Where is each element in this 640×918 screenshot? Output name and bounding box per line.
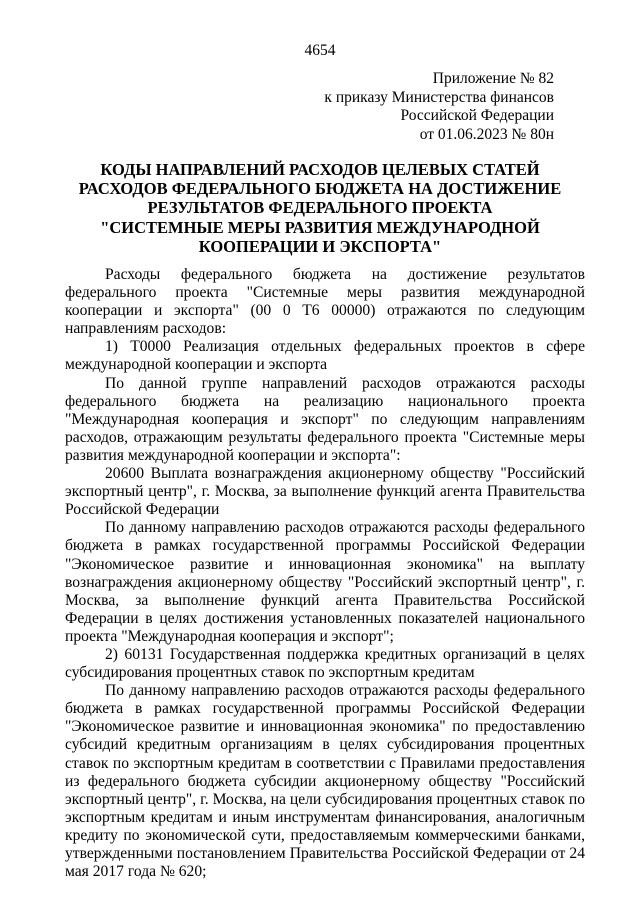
body-paragraph: По данному направлению расходов отражаются расходы федерального бюджета в рамках государственной программы Российской Федерации "Экономическое развитие и инновационная экономика" по предоставлению субсидий кредитным организациям в целях субсидирования процентных ставок по экспортным кредитам в соответствии с Правилами предоставления из федерального бюджета субсидии акционерному обществу "Российский экспортный центр", г. Москва, на цели субсидирования процентных ставок по экспортным кредитам и иным инструментам финансирования, аналогичным кредиту по экономической сути, предоставляемым коммерческими банками, утвержденными постановлением Правительства Российской Федерации от 24 мая 2017 года № 620; — [65, 682, 585, 881]
body-paragraph: По данной группе направлений расходов отражаются расходы федерального бюджета на реализацию национального проекта "Международная кооперация и экспорт" по следующим направлениям расходов, отражающим результаты федерального проекта "Системные меры развития международной кооперации и экспорта": — [65, 374, 585, 464]
title-line: КОДЫ НАПРАВЛЕНИЙ РАСХОДОВ ЦЕЛЕВЫХ СТАТЕЙ — [100, 160, 540, 179]
title-line: КООПЕРАЦИИ И ЭКСПОРТА" — [198, 236, 442, 256]
section-heading-60131: 2) 60131 Государственная поддержка кредитных организаций в целях субсидирования процентных ставок по экспортным кредитам — [65, 645, 585, 682]
page-number: 4654 — [304, 42, 336, 59]
appendix-order-ref: к приказу Министерства финансов — [324, 88, 554, 106]
appendix-order-date: от 01.06.2023 № 80н — [419, 125, 554, 143]
appendix-country: Российской Федерации — [400, 107, 554, 124]
section-heading-t0000: 1) Т0000 Реализация отдельных федеральных проектов в сфере международной кооперации и экспорта — [65, 338, 585, 374]
expense-code-20600: 20600 Выплата вознаграждения акционерному обществу "Российский экспортный центр", г. Москва, за выполнение функций агента Правительства Российской Федерации — [65, 465, 585, 519]
body-paragraph: По данному направлению расходов отражаются расходы федерального бюджета в рамках государственной программы Российской Федерации "Экономическое развитие и инновационная экономика" на выплату вознаграждения акционерному обществу "Российский экспортный центр", г. Москва, за выполнение функций агента Правительства Российской Федерации в целях достижения установленных показателей национального проекта "Международная кооперация и экспорт"; — [65, 519, 585, 645]
intro-paragraph: Расходы федерального бюджета на достижение результатов федерального проекта "Системные меры развития международной кооперации и экспорта" (00 0 Т6 00000) отражаются по следующим направлениям расходов: — [65, 266, 585, 338]
appendix-header — [324, 70, 554, 144]
document-body — [65, 266, 585, 881]
document-title — [70, 160, 570, 256]
title-line: РАСХОДОВ ФЕДЕРАЛЬНОГО БЮДЖЕТА НА ДОСТИЖЕНИЕ — [78, 179, 562, 199]
appendix-number: Приложение № 82 — [432, 70, 554, 87]
title-line: РЕЗУЛЬТАТОВ ФЕДЕРАЛЬНОГО ПРОЕКТА — [147, 198, 493, 218]
title-line: "СИСТЕМНЫЕ МЕРЫ РАЗВИТИЯ МЕЖДУНАРОДНОЙ — [100, 217, 540, 237]
